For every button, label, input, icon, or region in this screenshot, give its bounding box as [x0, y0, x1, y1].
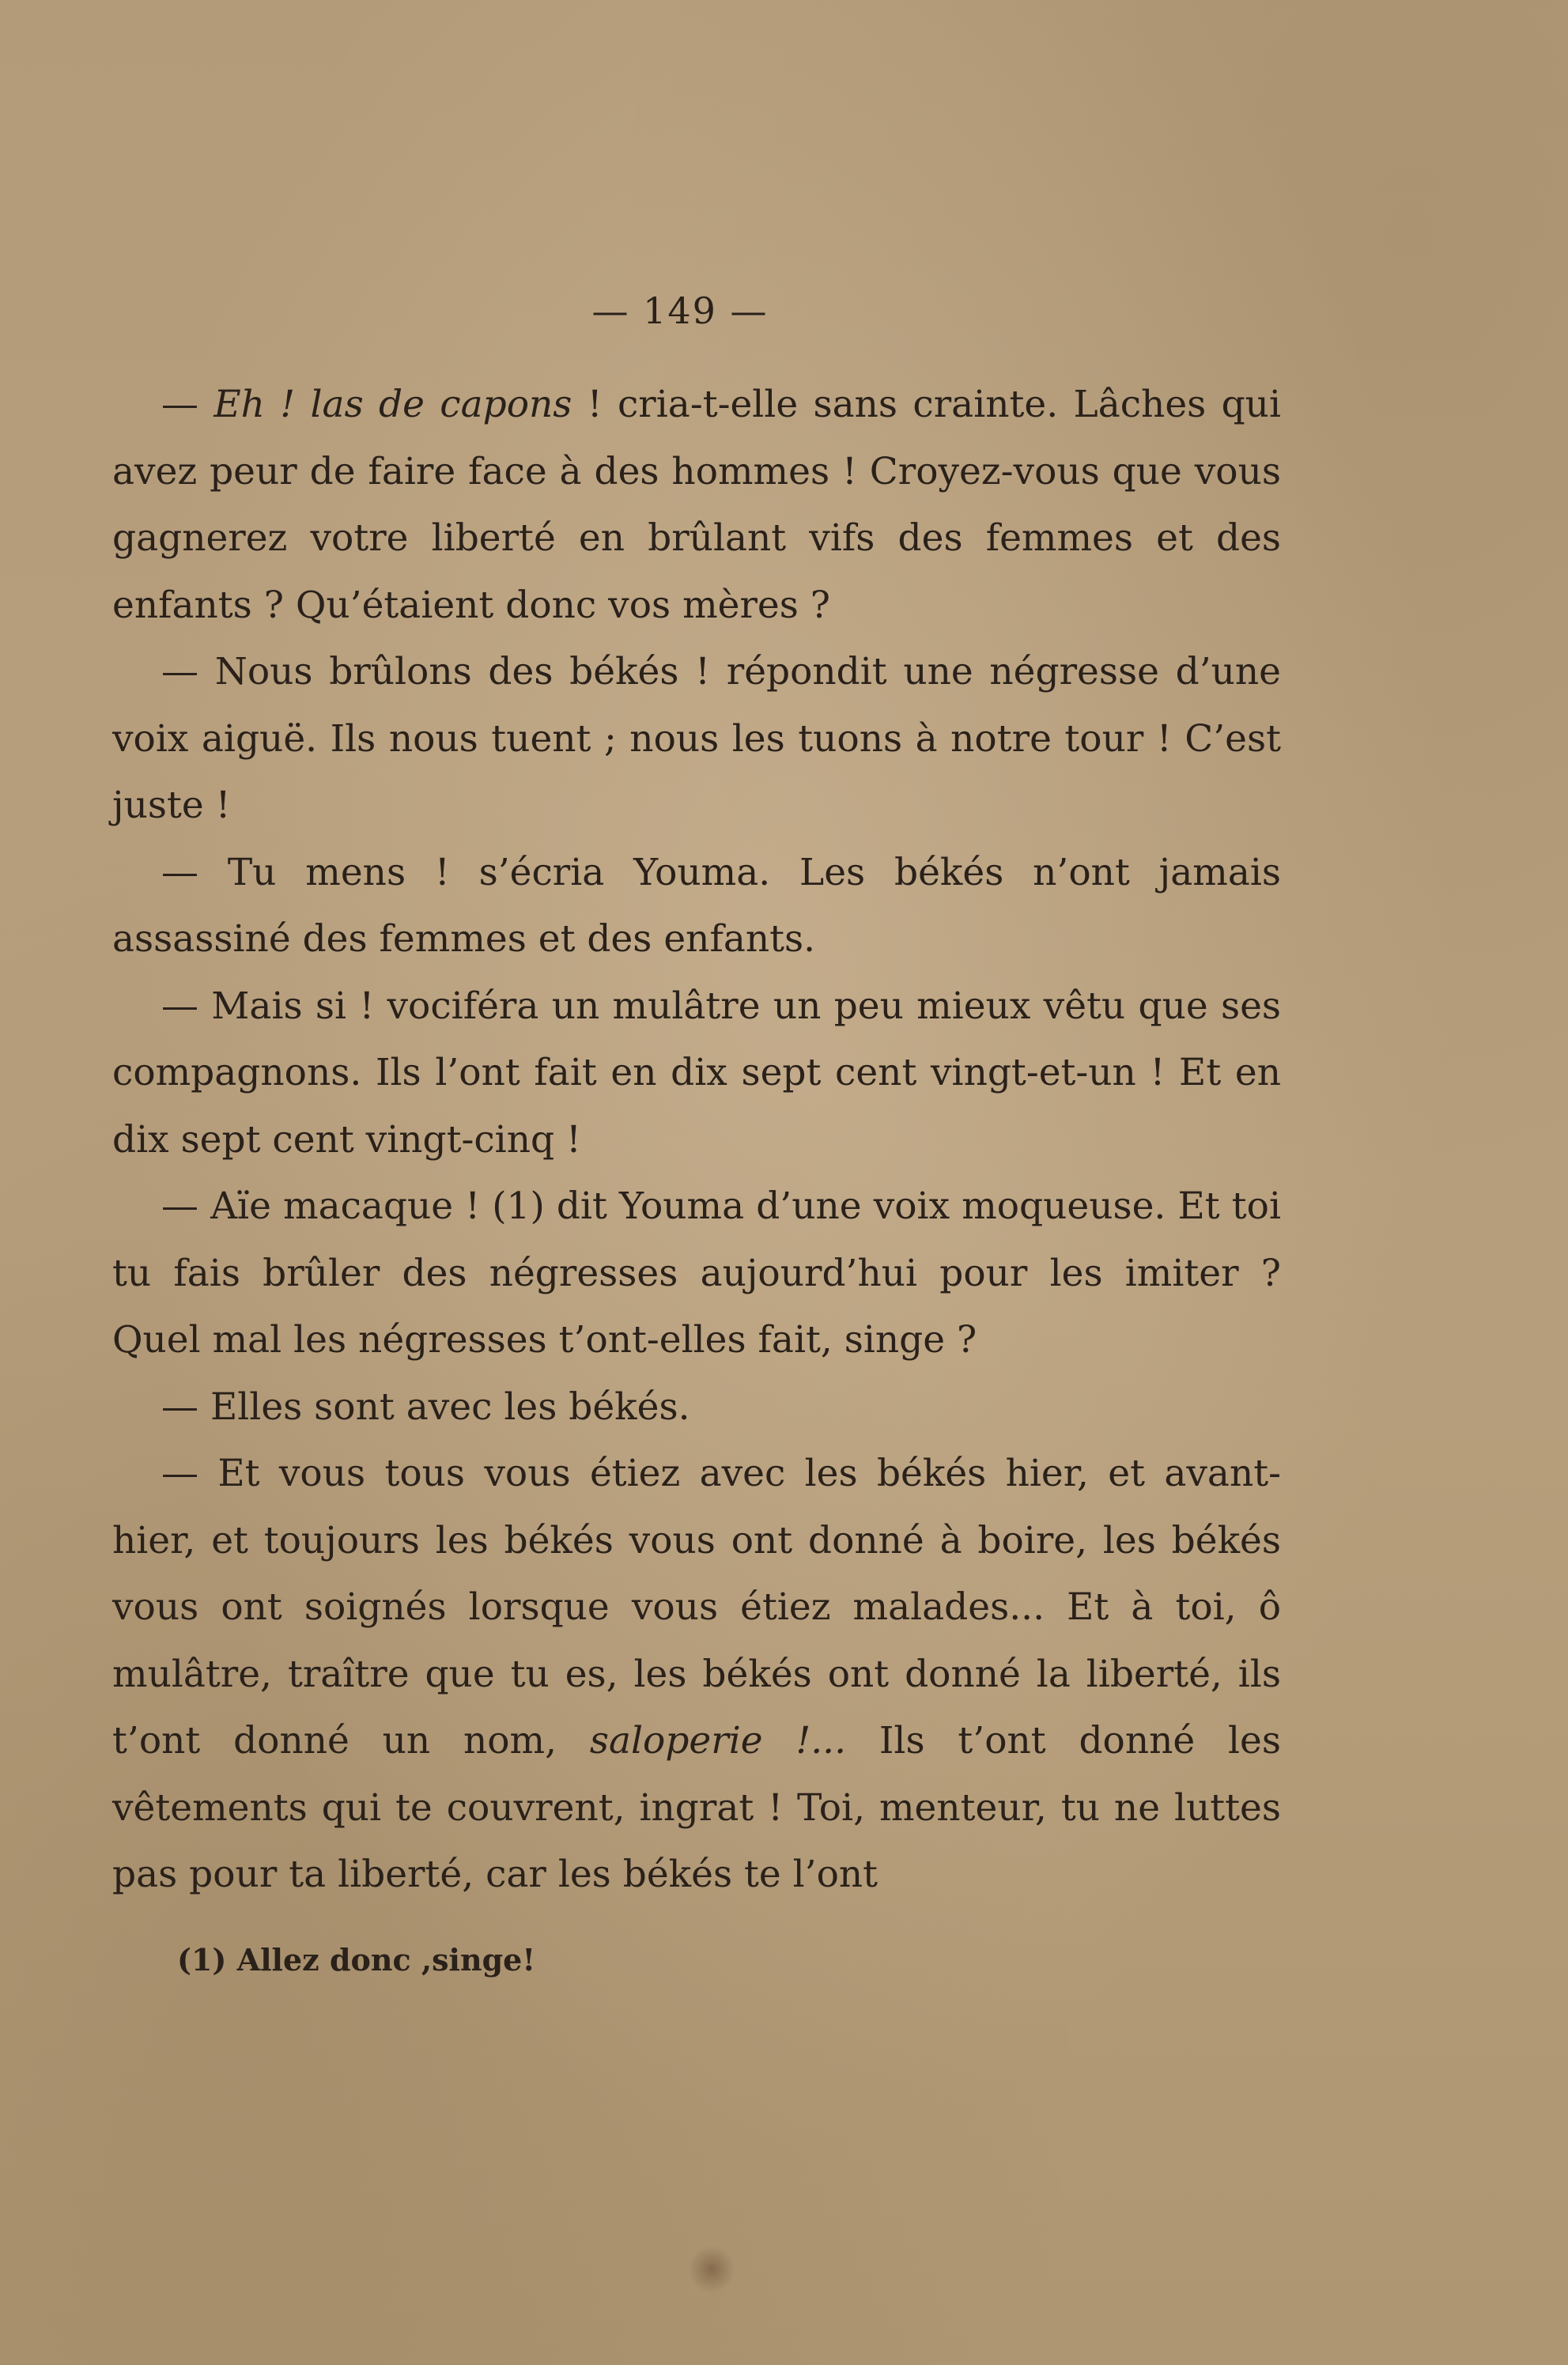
paragraph: — Mais si ! vociféra un mulâtre un peu mieux vêtu que ses compagnons. Ils l’ont fait en dix sept cent vingt-et-un ! Et en dix sept cent vingt-cinq ! — [112, 984, 1281, 1162]
footnote: (1) Allez donc ,singe! — [177, 1942, 535, 1978]
italic-phrase: Eh ! las de capons — [213, 383, 572, 426]
italic-phrase: saloperie !... — [589, 1719, 847, 1762]
paragraph: — Et vous tous vous étiez avec les békés hier, et avant-hier, et toujours les békés vous ont donné à boire, les békés vous ont soignés lorsque vous étiez malades... Et à toi, ô mulâtre, traître que tu es, les békés ont donné la liberté, ils t’ont donné un nom, saloperie !... Ils t’ont donné les vêtements qui te couvrent, ingrat ! Toi, menteur, tu ne luttes pas pour ta liberté, car les békés te l’ont — [112, 1452, 1281, 1896]
paragraph: — Nous brûlons des békés ! répondit une négresse d’une voix aiguë. Ils nous tuent ; nous les tuons à notre tour ! C’est juste ! — [112, 650, 1281, 827]
paragraph: — Eh ! las de capons ! cria-t-elle sans crainte. Lâches qui avez peur de faire face à des hommes ! Croyez-vous que vous gagnerez votre liberté en brûlant vifs des femmes et des enfants ? Qu’étaient donc vos mères ? — [112, 383, 1281, 627]
paragraph: — Tu mens ! s’écria Youma. Les békés n’ont jamais assassiné des femmes et des enfants. — [112, 850, 1281, 961]
body-text — [112, 372, 1281, 1909]
page-number: — 149 — — [591, 289, 769, 332]
paper-stain — [688, 2246, 735, 2293]
paragraph: — Elles sont avec les békés. — [161, 1385, 690, 1429]
paragraph: — Aïe macaque ! (1) dit Youma d’une voix moqueuse. Et toi tu fais brûler des négresses aujourd’hui pour les imiter ? Quel mal les négresses t’ont-elles fait, singe ? — [112, 1184, 1281, 1362]
